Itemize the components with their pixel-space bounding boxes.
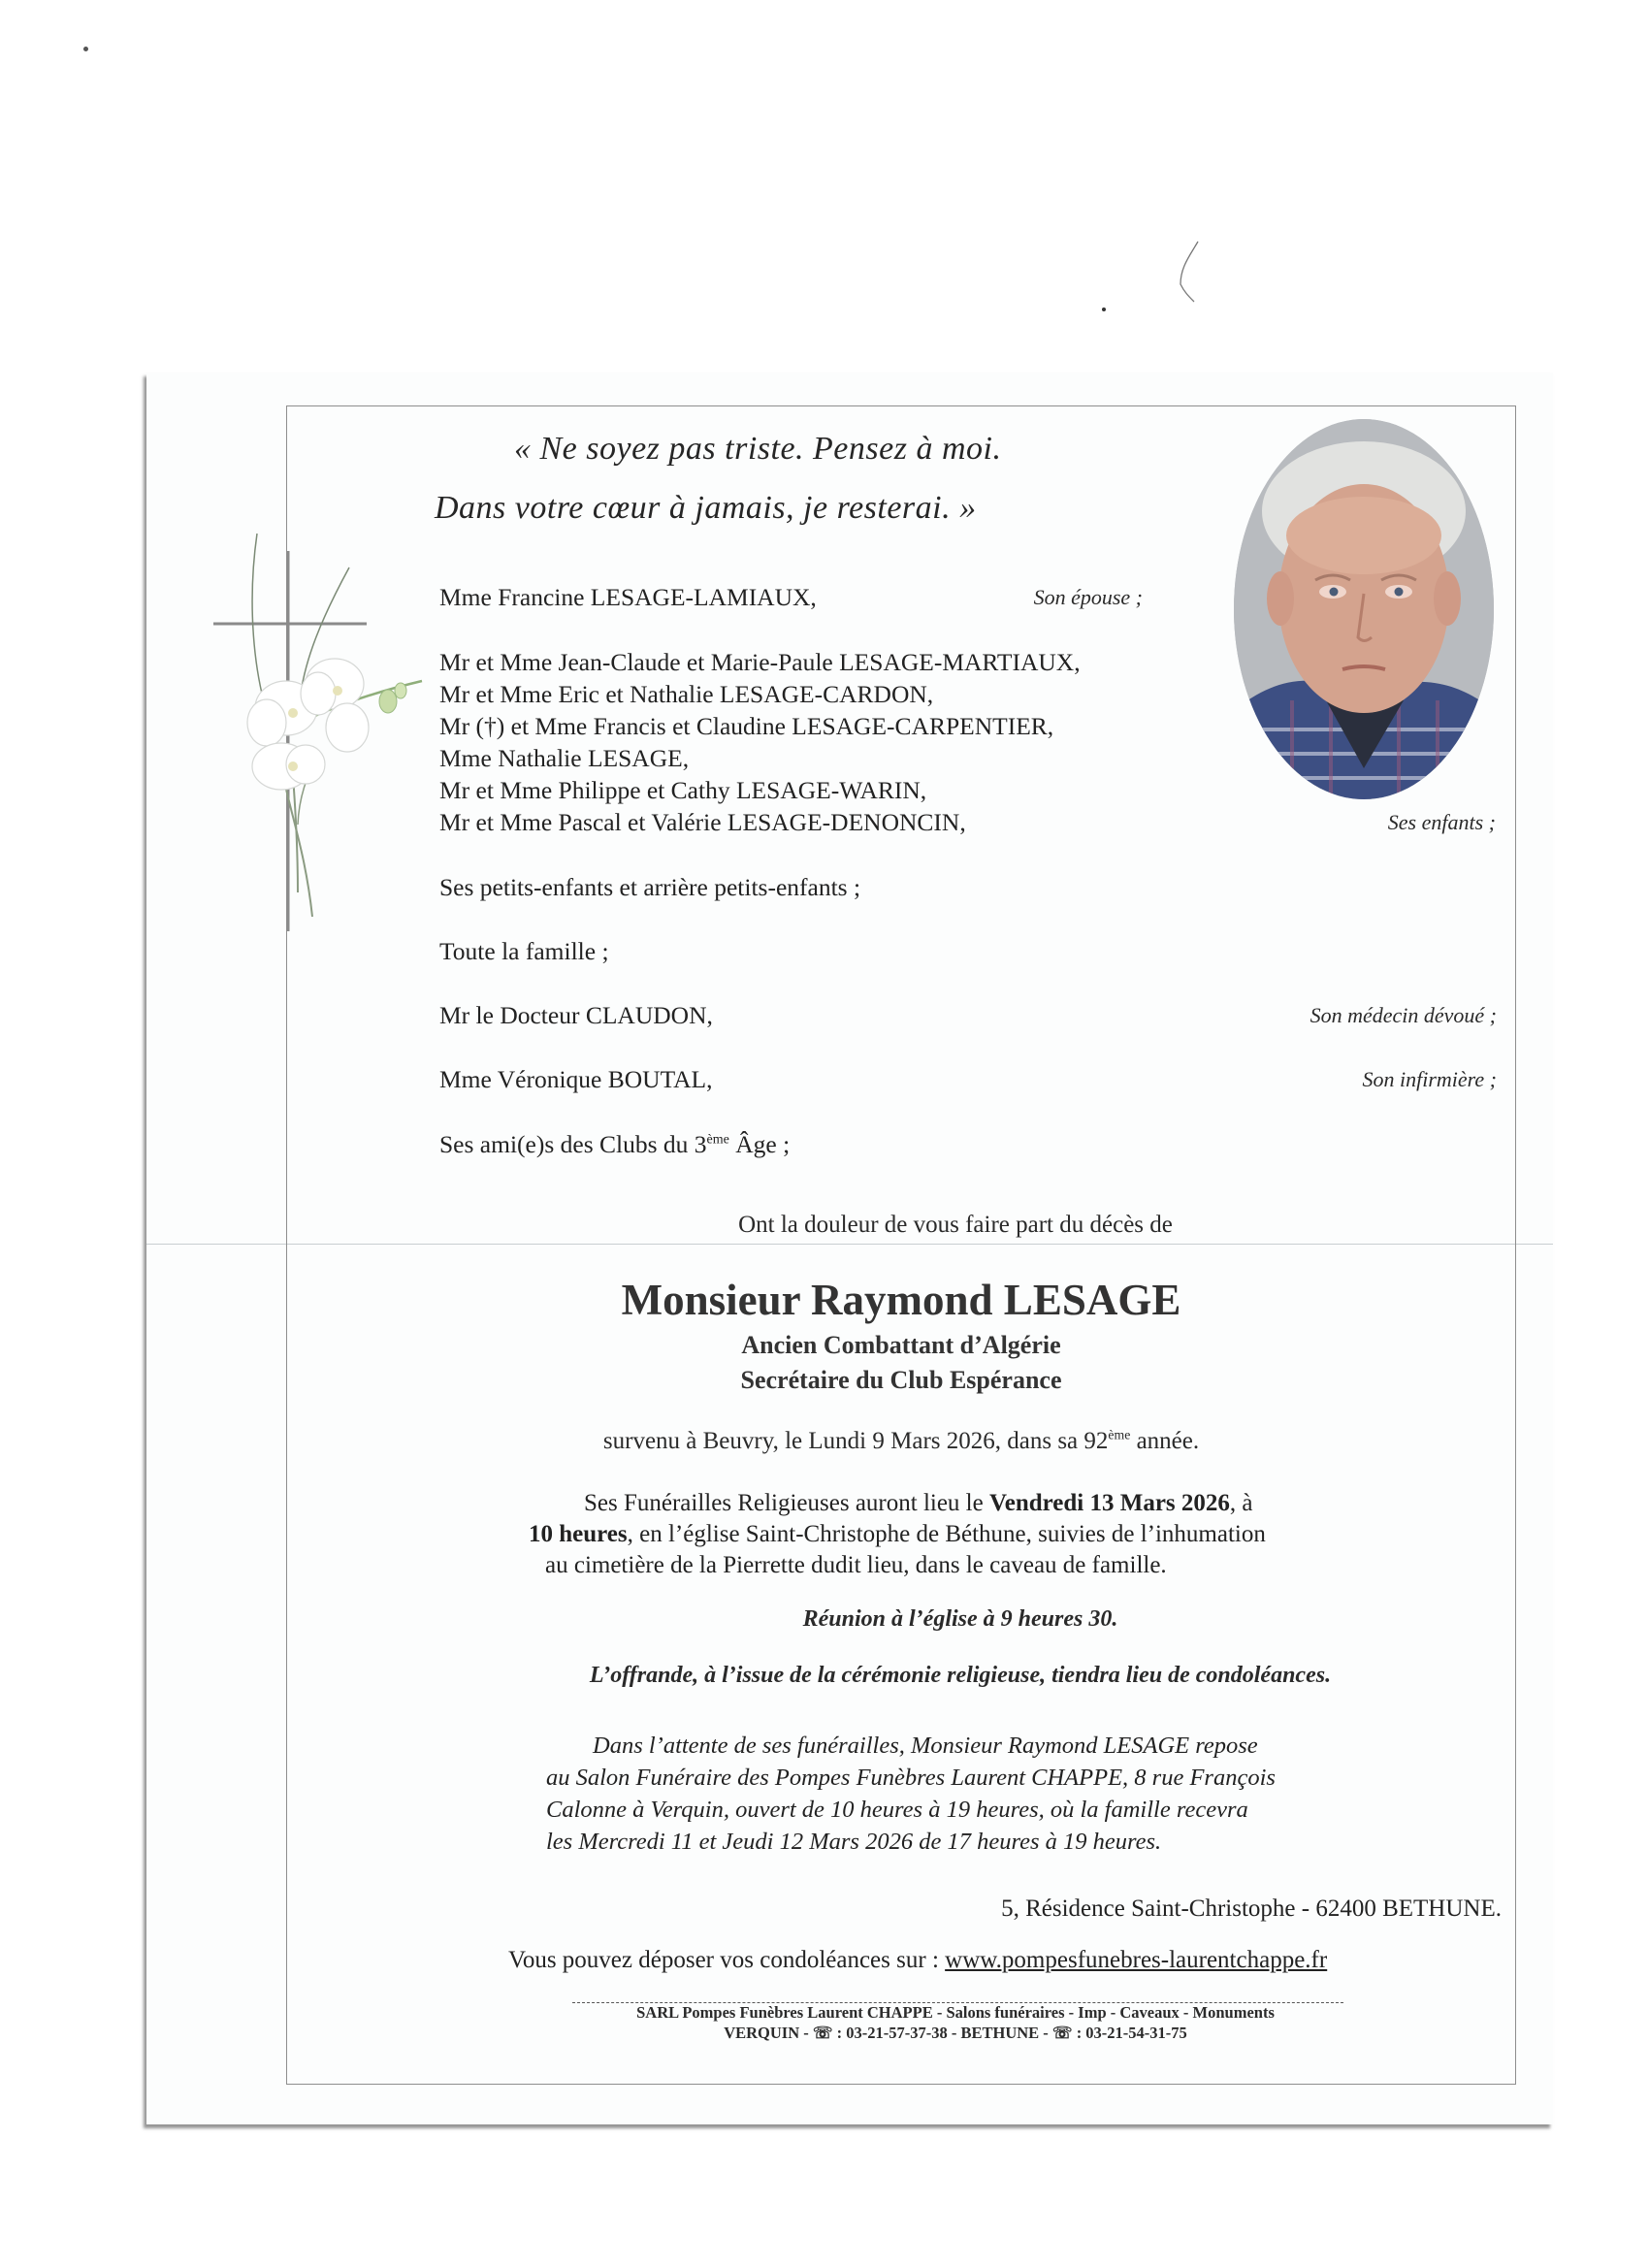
condolences-line [508,1948,1327,1972]
ordinal-suffix: ème [706,1132,729,1148]
funeral-time: 10 heures [529,1521,628,1547]
children-relation: Ses enfants ; [1387,810,1496,834]
scan-speck [83,47,88,51]
funeral-line-1 [584,1491,1253,1515]
phone-icon: ☏ [1051,2024,1073,2042]
deceased-name: Monsieur Raymond LESAGE [621,1276,1181,1324]
child-entry: Mr (†) et Mme Francis et Claudine LESAGE-CARPENTIER, [439,712,1054,740]
condolences-link[interactable]: www.pompesfunebres-laurentchappe.fr [945,1947,1328,1973]
nurse-name: Mme Véronique BOUTAL, [439,1065,713,1093]
child-entry: Mr et Mme Philippe et Cathy LESAGE-WARIN, [439,776,927,804]
funeral-line-2 [529,1522,1266,1546]
offering-note: L’offrande, à l’issue de la cérémonie religieuse, tiendra lieu de condoléances. [589,1663,1332,1688]
clubs-suffix: Âge ; [728,1130,791,1158]
family-address: 5, Résidence Saint-Christophe - 62400 BETHUNE. [1001,1895,1502,1922]
bethune-phone: : 03-21-54-31-75 [1072,2024,1187,2042]
verquin-label: VERQUIN - [724,2024,813,2042]
condolences-text: Vous pouvez déposer vos condoléances sur : [508,1947,946,1973]
funeral-line-3: au cimetière de la Pierrette dudit lieu, dans le caveau de famille. [545,1552,1167,1578]
nurse-relation: Son infirmière ; [1362,1067,1497,1091]
death-text: survenu à Beuvry, le Lundi 9 Mars 2026, dans sa 92 [602,1428,1109,1454]
announcement-intro: Ont la douleur de vous faire part du décès de [738,1212,1173,1238]
deceased-title-1: Ancien Combattant d’Algérie [741,1331,1061,1359]
cross-orchid-icon [204,524,436,941]
scan-mark [1169,238,1208,315]
footer-company: SARL Pompes Funèbres Laurent CHAPPE - Salons funéraires - Imp - Caveaux - Monuments [636,2003,1275,2022]
deceased-portrait [1234,419,1494,799]
spouse-name: Mme Francine LESAGE-LAMIAUX, [439,583,817,611]
child-entry: Mme Nathalie LESAGE, [439,744,690,772]
grandchildren-line: Ses petits-enfants et arrière petits-enfants ; [439,873,861,901]
phone-icon: ☏ [812,2024,833,2042]
funeral-text: Ses Funérailles Religieuses auront lieu le [584,1490,989,1516]
scan-speck [1102,308,1106,311]
verquin-phone: : 03-21-57-37-38 - [832,2024,961,2042]
funeral-text: , à [1229,1490,1253,1516]
quote-line-1: « Ne soyez pas triste. Pensez à moi. [514,431,1002,467]
clubs-text: Ses ami(e)s des Clubs du 3 [439,1130,707,1158]
death-details [286,1429,1516,1453]
bethune-label: BETHUNE - [960,2024,1052,2042]
visitation-line: Dans l’attente de ses funérailles, Monsieur Raymond LESAGE repose [593,1733,1258,1759]
child-entry: Mr et Mme Eric et Nathalie LESAGE-CARDON, [439,680,934,708]
portrait-icon [1234,419,1494,799]
visitation-line: au Salon Funéraire des Pompes Funèbres Laurent CHAPPE, 8 rue François [546,1765,1276,1791]
clubs-line [439,1132,790,1157]
whole-family-line: Toute la famille ; [439,937,609,965]
footer-phones [286,2025,1625,2042]
doctor-name: Mr le Docteur CLAUDON, [439,1001,713,1029]
deceased-title-2: Secrétaire du Club Espérance [740,1366,1062,1394]
child-entry: Mr et Mme Pascal et Valérie LESAGE-DENONCIN, [439,808,966,836]
meeting-time: Réunion à l’église à 9 heures 30. [802,1606,1118,1632]
death-suffix: année. [1130,1428,1200,1454]
child-entry: Mr et Mme Jean-Claude et Marie-Paule LESAGE-MARTIAUX, [439,648,1081,676]
funeral-date: Vendredi 13 Mars 2026 [988,1490,1230,1516]
doctor-relation: Son médecin dévoué ; [1310,1003,1497,1027]
spouse-relation: Son épouse ; [1033,585,1143,609]
funeral-text: , en l’église Saint-Christophe de Béthune, suivies de l’inhumation [627,1521,1266,1547]
visitation-line: les Mercredi 11 et Jeudi 12 Mars 2026 de 17 heures à 19 heures. [546,1829,1162,1855]
ordinal-suffix: ème [1108,1427,1131,1442]
quote-line-2: Dans votre cœur à jamais, je resterai. » [435,490,977,526]
visitation-line: Calonne à Verquin, ouvert de 10 heures à 19 heures, où la famille recevra [546,1797,1248,1823]
